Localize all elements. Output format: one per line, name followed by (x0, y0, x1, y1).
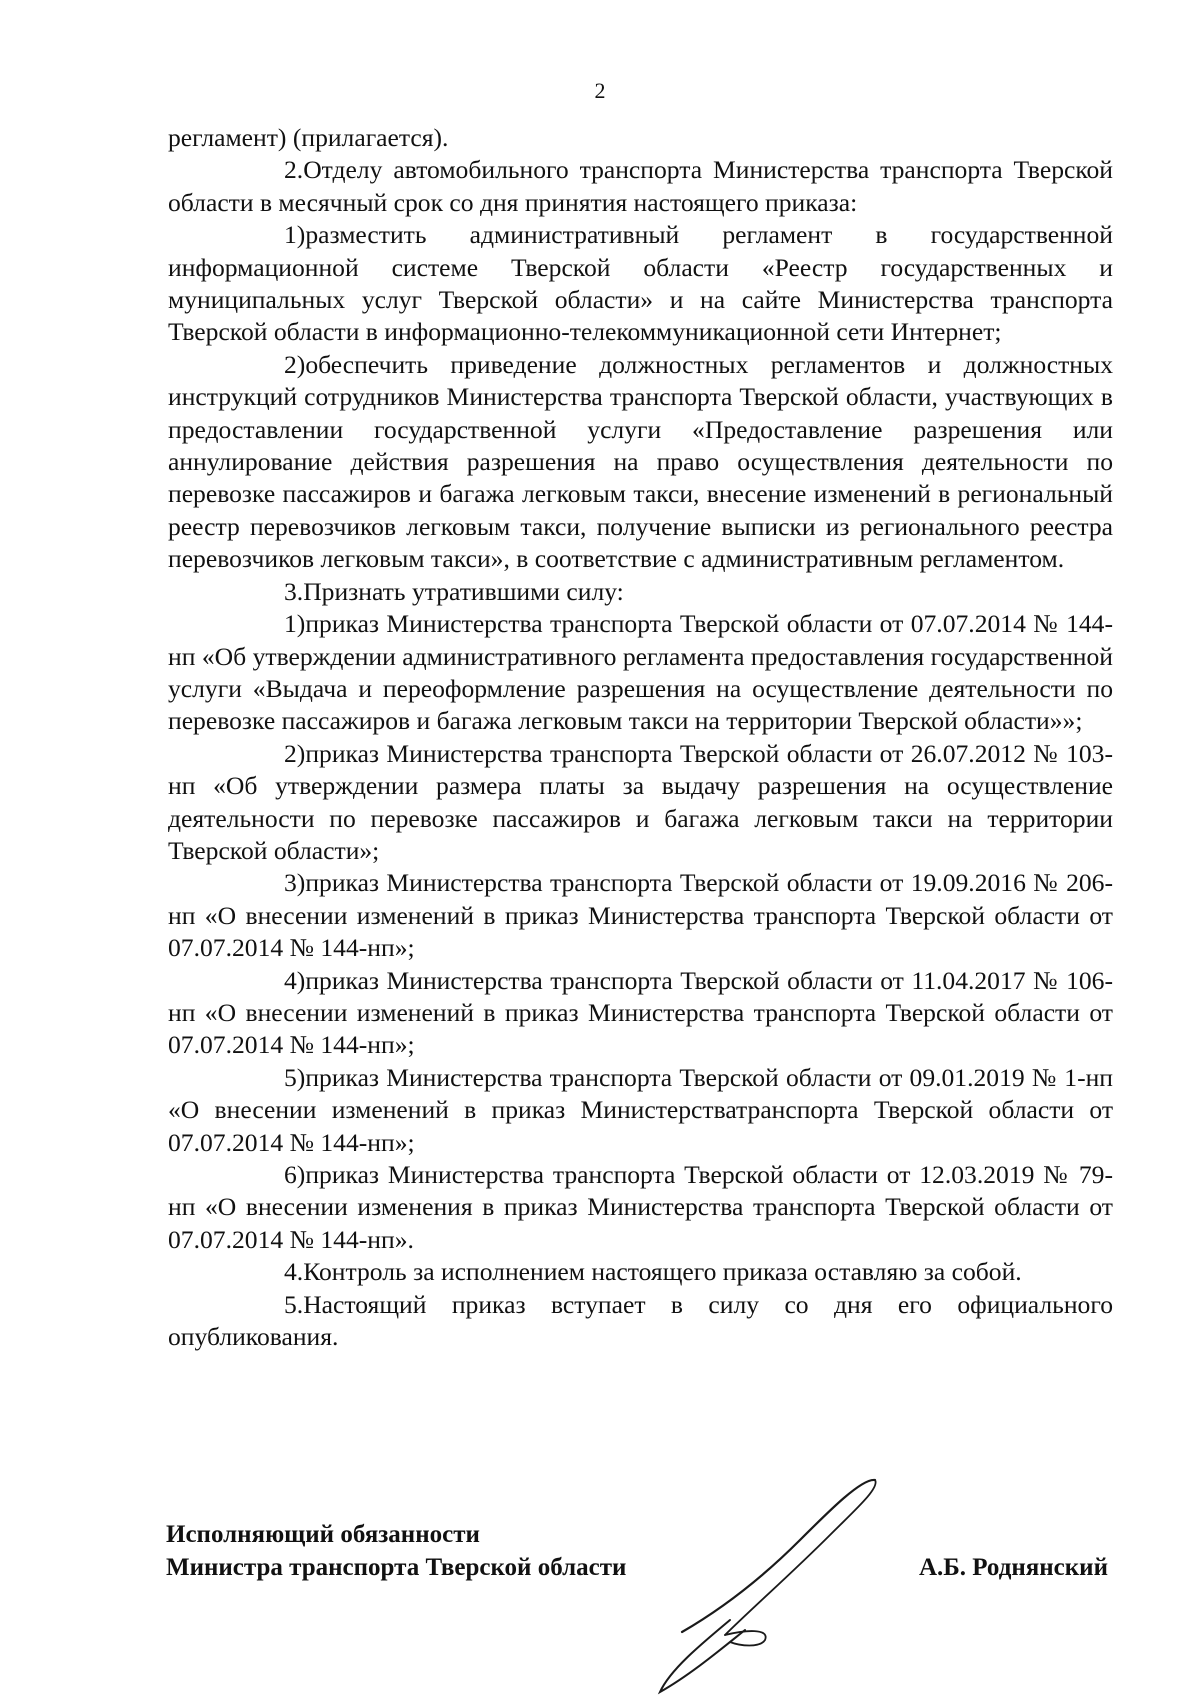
item-number: 4) (284, 965, 306, 995)
item-number: 1) (284, 220, 306, 250)
paragraph-text: Контроль за исполнением настоящего приказа оставляю за собой. (303, 1257, 1022, 1287)
paragraph (168, 1256, 1113, 1288)
page-number: 2 (594, 78, 606, 103)
paragraph-text: приказ Министерства транспорта Тверской области от 26.07.2012 № 103-нп «Об утверждении размера платы за выдачу разрешения на осуществление деятельности по перевозке пассажиров и багажа легковым такси на территории Тверской области»; (168, 738, 1113, 865)
item-number: 4. (284, 1257, 304, 1287)
paragraph (168, 1159, 1113, 1256)
paragraph-text: обеспечить приведение должностных регламентов и должностных инструкций сотрудников Министерства транспорта Тверской области, участвующих в предоставлении государственной услуги «Предоставление разрешения или аннулирование действия разрешения на право осуществления деятельности по перевозке пассажиров и багажа легковым такси, внесение изменений в региональный реестр перевозчиков легковым такси, получение выписки из регионального реестра перевозчиков легковым такси», в соответствие с административным регламентом. (168, 349, 1113, 574)
paragraph-text: приказ Министерства транспорта Тверской области от 09.01.2019 № 1-нп «О внесении изменений в приказ Министерстватранспорта Тверской области от 07.07.2014 № 144-нп»; (168, 1062, 1113, 1157)
paragraph (168, 1289, 1113, 1354)
item-number: 2) (284, 349, 306, 379)
paragraph-text: регламент) (прилагается). (168, 123, 449, 152)
paragraph-text: приказ Министерства транспорта Тверской области от 07.07.2014 № 144-нп «Об утверждении административного регламента предоставления государственной услуги «Выдача и переоформление разрешения на осуществление деятельности по перевозке пассажиров и багажа легковым такси на территории Тверской области»»; (168, 609, 1113, 736)
paragraph-text: разместить административный регламент в государственной информационной системе Тверской области «Реестр государственных и муниципальных услуг Тверской области» и на сайте Министерства транспорта Тверской области в информационно-телекоммуникационной сети Интернет; (168, 220, 1113, 347)
paragraph-text: Признать утратившими силу: (303, 576, 624, 606)
paragraph (168, 965, 1113, 1062)
item-number: 1) (284, 609, 306, 639)
item-number: 3. (284, 576, 304, 606)
paragraph (168, 349, 1113, 576)
item-number: 3) (284, 868, 306, 898)
item-number: 6) (284, 1160, 306, 1189)
signatory-name: А.Б. Роднянский (918, 1554, 1108, 1581)
paragraph (168, 122, 1113, 154)
paragraph-text: приказ Министерства транспорта Тверской области от 11.04.2017 № 106-нп «О внесении изменений в приказ Министерства транспорта Тверской области от 07.07.2014 № 144-нп»; (168, 965, 1113, 1060)
item-number: 5. (284, 1289, 304, 1319)
item-number: 2) (284, 738, 306, 768)
paragraph (168, 608, 1113, 738)
paragraph (168, 154, 1113, 219)
signatory-title-line-1: Исполняющий обязанности (166, 1521, 480, 1548)
item-number: 5) (284, 1062, 306, 1092)
paragraph (168, 867, 1113, 964)
paragraph (168, 1062, 1113, 1159)
paragraph-text: Настоящий приказ вступает в силу со дня его официального опубликования. (168, 1289, 1113, 1352)
document-body (168, 122, 1113, 1353)
signatory-title (166, 1518, 626, 1584)
paragraph (168, 576, 1113, 608)
item-number: 2. (284, 155, 304, 185)
paragraph-text: Отделу автомобильного транспорта Министерства транспорта Тверской области в месячный срок со дня принятия настоящего приказа: (168, 155, 1113, 217)
paragraph (168, 219, 1113, 349)
signatory-title-line-2: Министра транспорта Тверской области (166, 1554, 627, 1581)
paragraph-text: приказ Министерства транспорта Тверской области от 12.03.2019 № 79-нп «О внесении изменения в приказ Министерства транспорта Тверской области от 07.07.2014 № 144-нп». (168, 1160, 1113, 1254)
handwritten-signature (630, 1470, 890, 1695)
paragraph (168, 738, 1113, 868)
paragraph-text: приказ Министерства транспорта Тверской области от 19.09.2016 № 206-нп «О внесении изменений в приказ Министерства транспорта Тверской области от 07.07.2014 № 144-нп»; (168, 868, 1113, 963)
